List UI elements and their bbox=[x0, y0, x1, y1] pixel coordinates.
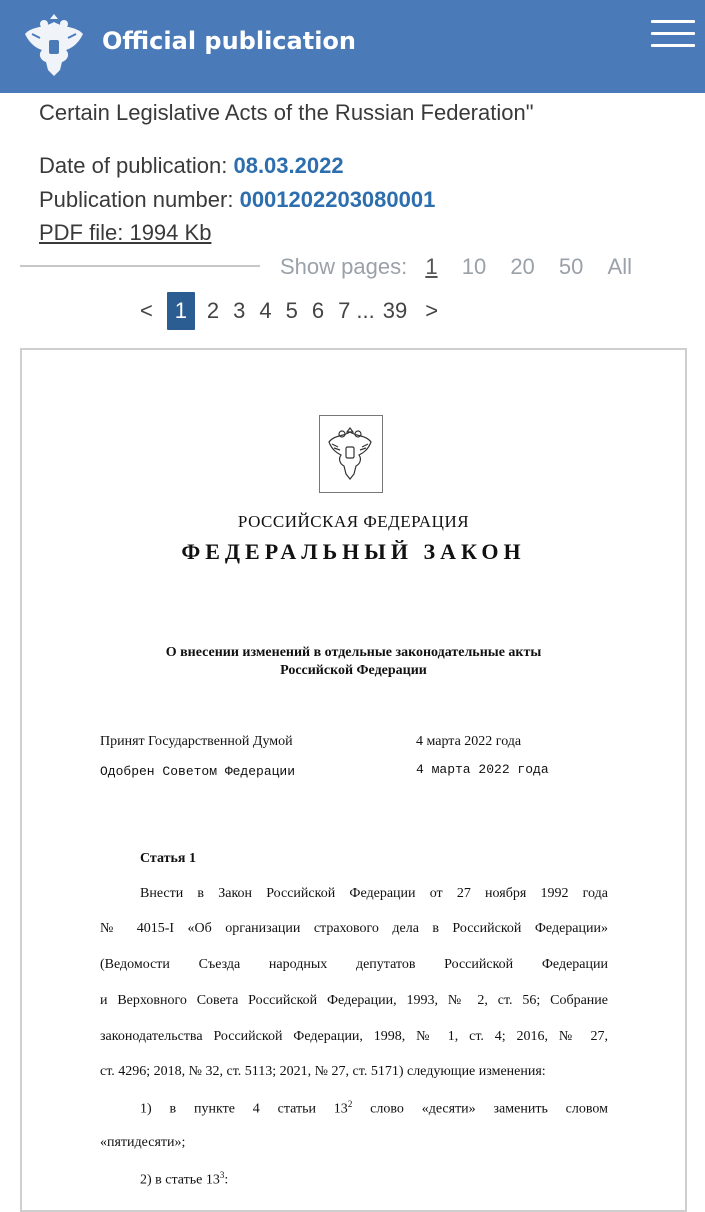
doc-approved-date: 4 марта 2022 года bbox=[416, 762, 549, 777]
doc-adopted-label: Принят Государственной Думой bbox=[100, 734, 293, 749]
divider bbox=[20, 265, 260, 267]
next-page-button[interactable]: > bbox=[425, 298, 439, 323]
publication-date bbox=[39, 153, 344, 179]
hamburger-menu-icon[interactable] bbox=[651, 20, 695, 52]
show-pages-label: Show pages: bbox=[280, 254, 408, 279]
doc-body-line: Внести в Закон Российской Федерации от 27 ноября 1992 года bbox=[140, 886, 608, 901]
doc-law-type: ФЕДЕРАЛЬНЫЙ ЗАКОН bbox=[181, 539, 526, 564]
double-headed-eagle-icon bbox=[326, 422, 374, 484]
doc-item-1 bbox=[140, 1099, 608, 1118]
publication-number bbox=[39, 187, 435, 213]
page-button-6[interactable]: 6 bbox=[311, 298, 325, 323]
doc-item-2-sup: 3 bbox=[219, 1170, 225, 1180]
prev-page-button[interactable]: < bbox=[140, 298, 153, 323]
show-pages-option-50[interactable]: 50 bbox=[558, 254, 584, 279]
russian-coat-of-arms-icon[interactable] bbox=[22, 10, 86, 80]
doc-body-line: законодательства Российской Федерации, 1998, № 1, ст. 4; 2016, № 27, bbox=[100, 1029, 608, 1044]
doc-approved-label: Одобрен Советом Федерации bbox=[100, 764, 296, 779]
doc-item-2-text: 2) в статье 13 bbox=[140, 1172, 220, 1188]
document-page-viewer[interactable] bbox=[20, 348, 687, 1212]
publication-date-value: 08.03.2022 bbox=[233, 153, 344, 178]
pdf-file-link[interactable]: PDF file: 1994 Kb bbox=[39, 220, 212, 245]
doc-subject-line2: Российской Федерации bbox=[280, 663, 427, 678]
show-pages-option-10[interactable]: 10 bbox=[461, 254, 487, 279]
document-emblem bbox=[319, 415, 383, 493]
show-pages-option-all[interactable]: All bbox=[607, 254, 632, 279]
pagination bbox=[140, 292, 452, 330]
publication-date-label: Date of publication: bbox=[39, 153, 228, 178]
top-bar bbox=[0, 0, 705, 93]
doc-body-line: ст. 4296; 2018, № 32, ст. 5113; 2021, № 27, ст. 5171) следующие изменения: bbox=[100, 1064, 546, 1079]
show-pages-selector bbox=[280, 254, 632, 280]
document-title: Certain Legislative Acts of the Russian Federation" bbox=[39, 100, 534, 125]
brand-title[interactable]: Official publication bbox=[102, 27, 356, 55]
doc-item-1-cont: «пятидесяти»; bbox=[100, 1135, 186, 1150]
page-button-4[interactable]: 4 bbox=[259, 298, 272, 323]
pagination-ellipsis: ... bbox=[356, 298, 375, 323]
doc-item-2 bbox=[140, 1170, 608, 1189]
page-button-7[interactable]: 7 bbox=[338, 298, 351, 323]
page-button-last[interactable]: 39 bbox=[382, 298, 408, 323]
doc-subject-line1: О внесении изменений в отдельные законодательные акты bbox=[165, 645, 542, 660]
page-button-2[interactable]: 2 bbox=[206, 298, 220, 323]
doc-adopted-date: 4 марта 2022 года bbox=[416, 734, 522, 749]
page-button-1[interactable]: 1 bbox=[167, 292, 195, 330]
page-button-5[interactable]: 5 bbox=[285, 298, 298, 323]
doc-body-line: № 4015-I «Об организации страхового дела в Российской Федерации» bbox=[100, 921, 608, 936]
doc-item-2-text-end: : bbox=[224, 1172, 229, 1188]
doc-item-1-text: 1) в пункте 4 статьи 13 bbox=[140, 1101, 348, 1117]
doc-item-1-text-end: слово «десяти» заменить словом bbox=[352, 1101, 608, 1117]
doc-body-line: (Ведомости Съезда народных депутатов Российской Федерации bbox=[100, 957, 608, 972]
page-button-3[interactable]: 3 bbox=[233, 298, 246, 323]
doc-state-name: РОССИЙСКАЯ ФЕДЕРАЦИЯ bbox=[237, 512, 470, 531]
show-pages-option-20[interactable]: 20 bbox=[510, 254, 535, 279]
doc-article-heading: Статья 1 bbox=[140, 851, 196, 866]
doc-body-line: и Верховного Совета Российской Федерации, 1993, № 2, ст. 56; Собрание bbox=[100, 993, 608, 1008]
doc-item-1-sup: 2 bbox=[347, 1099, 353, 1109]
publication-number-label: Publication number: bbox=[39, 187, 234, 212]
publication-number-value: 0001202203080001 bbox=[239, 187, 436, 212]
show-pages-option-1[interactable]: 1 bbox=[425, 254, 438, 279]
doc-subject bbox=[22, 644, 685, 680]
